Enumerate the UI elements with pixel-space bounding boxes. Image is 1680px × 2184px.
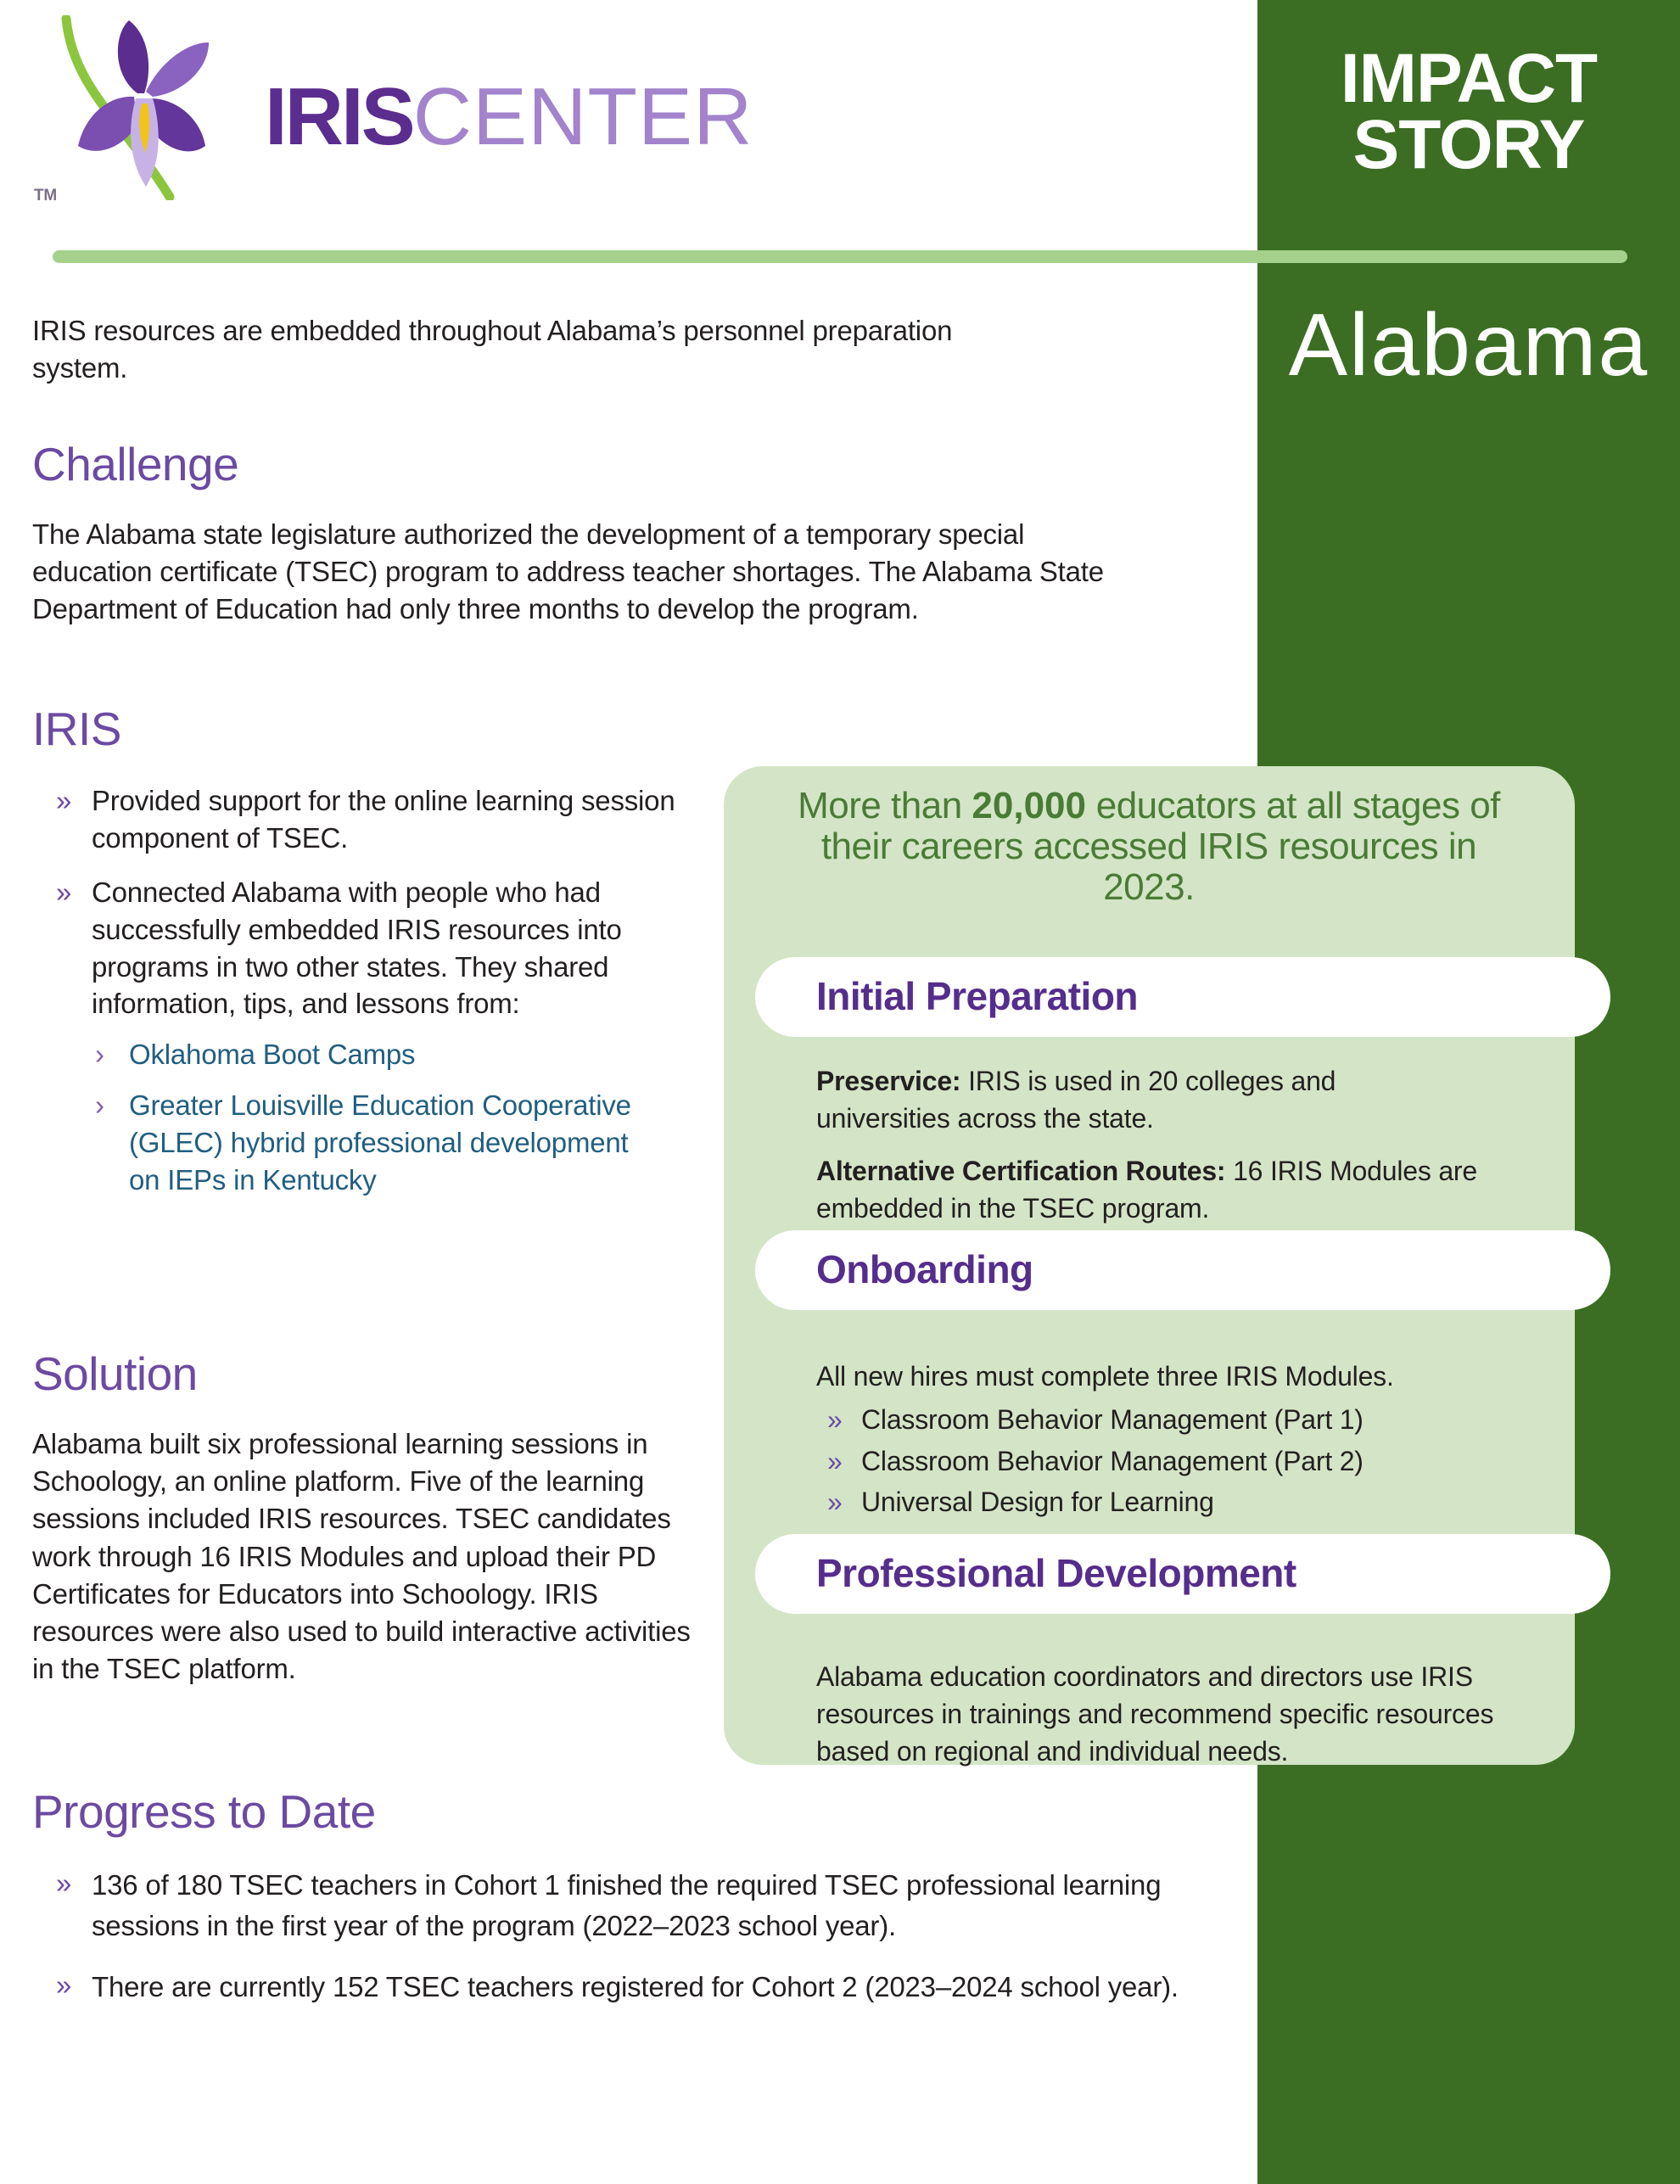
solution-section-title: Solution [32, 1347, 198, 1400]
pill-professional-development [755, 1534, 1610, 1614]
link-oklahoma-boot-camps[interactable]: Oklahoma Boot Camps [129, 1039, 416, 1071]
bullet-item [56, 782, 677, 857]
bullet-marker: » [56, 876, 72, 908]
badge-line-2: STORY [1352, 105, 1585, 183]
progress-bullet-list [56, 1865, 1203, 2028]
challenge-section-title: Challenge [32, 438, 239, 490]
state-name: Alabama [1288, 296, 1649, 395]
impact-story-badge [1257, 40, 1680, 183]
headline-stat: 20,000 [972, 785, 1086, 826]
solution-body: Alabama built six professional learning sessions in Schoology, an online platform. Five of the learning sessions included IRIS resources. TSEC candidates work through 16 IRIS Modules and upload their PD Certificates for Educators into Schoology. IRIS resources were also used to build interactive activities in the TSEC platform. [32, 1428, 691, 1685]
module-name: Universal Design for Learning [861, 1487, 1214, 1518]
bullet-text [92, 874, 677, 1212]
bullet-item [827, 1402, 1364, 1438]
headline-prefix: More than [798, 785, 972, 826]
headline-suffix: educators at all stages of their careers accessed IRIS resources in 2023. [820, 785, 1500, 908]
bullet-marker: » [827, 1487, 843, 1518]
card-title: Professional Development [816, 1551, 1296, 1595]
brand-name-bold: IRIS [265, 71, 413, 162]
bullet-marker: » [56, 785, 72, 816]
card-title: Onboarding [816, 1247, 1033, 1291]
bullet-item [56, 874, 677, 1212]
iris-flower-icon [41, 15, 263, 200]
iris-petal-right [146, 42, 209, 97]
bullet-item [827, 1484, 1364, 1520]
bullet-item [56, 1865, 1203, 1946]
iris-section-title: IRIS [32, 703, 121, 755]
bullet-marker: » [56, 1968, 72, 2001]
intro-text: IRIS resources are embedded throughout Alabama’s personnel preparation system. [32, 315, 953, 384]
bullet-text: Provided support for the online learning session component of TSEC. [92, 785, 675, 854]
progress-section-title: Progress to Date [32, 1785, 376, 1838]
iris-petal-top [118, 20, 148, 93]
pill-initial-preparation [755, 957, 1610, 1037]
panel-headline [784, 786, 1514, 908]
link-glec-kentucky[interactable]: Greater Louisville Education Cooperative (GLEC) hybrid professional development on IEPs in Kentucky [129, 1089, 631, 1196]
preservice-text: IRIS is used in 20 colleges and universities across the state. [816, 1066, 1336, 1134]
brand-name-light: CENTER [412, 71, 753, 162]
bullet-item [827, 1443, 1364, 1480]
bullet-marker: » [827, 1404, 843, 1435]
sub-bullet-item [95, 1036, 677, 1073]
brand-wordmark [265, 71, 753, 162]
bullet-marker: » [56, 1868, 72, 1899]
sub-bullet-item [95, 1087, 677, 1199]
sub-bullet-marker: › [95, 1089, 104, 1122]
pill-onboarding [755, 1230, 1610, 1310]
bullet-text: There are currently 152 TSEC teachers registered for Cohort 2 (2023–2024 school year). [92, 1970, 1179, 2002]
bullet-text-body: Connected Alabama with people who had successfully embedded IRIS resources into programs in two other states. They shared information, tips, and lessons from: [92, 876, 622, 1020]
preservice-label: Preservice: [816, 1066, 961, 1096]
onboarding-module-list [827, 1402, 1364, 1526]
initial-preparation-body [816, 1062, 1563, 1228]
alt-certification-item [816, 1152, 1563, 1227]
card-title: Initial Preparation [816, 974, 1139, 1018]
preservice-item [816, 1062, 1453, 1137]
iris-bullet-list [56, 782, 677, 1229]
bullet-text: 136 of 180 TSEC teachers in Cohort 1 finished the required TSEC professional learning sessions in the first year of the program (2022–2023 school year). [92, 1869, 1162, 1941]
bullet-marker: » [827, 1445, 843, 1476]
bullet-item [56, 1967, 1203, 2008]
alt-certification-label: Alternative Certification Routes: [816, 1156, 1226, 1187]
onboarding-lead: All new hires must complete three IRIS Modules. [816, 1361, 1394, 1392]
module-name: Classroom Behavior Management (Part 2) [861, 1445, 1364, 1476]
sub-bullet-list [95, 1036, 677, 1199]
divider-line [53, 250, 1627, 263]
trademark-symbol: TM [34, 187, 58, 204]
professional-development-body: Alabama education coordinators and directors use IRIS resources in trainings and recommend specific resources based on regional and individual needs. [816, 1661, 1494, 1767]
sub-bullet-marker: › [95, 1039, 104, 1071]
module-name: Classroom Behavior Management (Part 1) [861, 1404, 1364, 1435]
alt-certification-text: 16 IRIS Modules are embedded in the TSEC program. [816, 1156, 1477, 1224]
badge-line-1: IMPACT [1340, 40, 1598, 117]
challenge-body: The Alabama state legislature authorized the development of a temporary special education certificate (TSEC) program to address teacher shortages. The Alabama State Department of Education had only three months to develop the program. [32, 518, 1104, 624]
